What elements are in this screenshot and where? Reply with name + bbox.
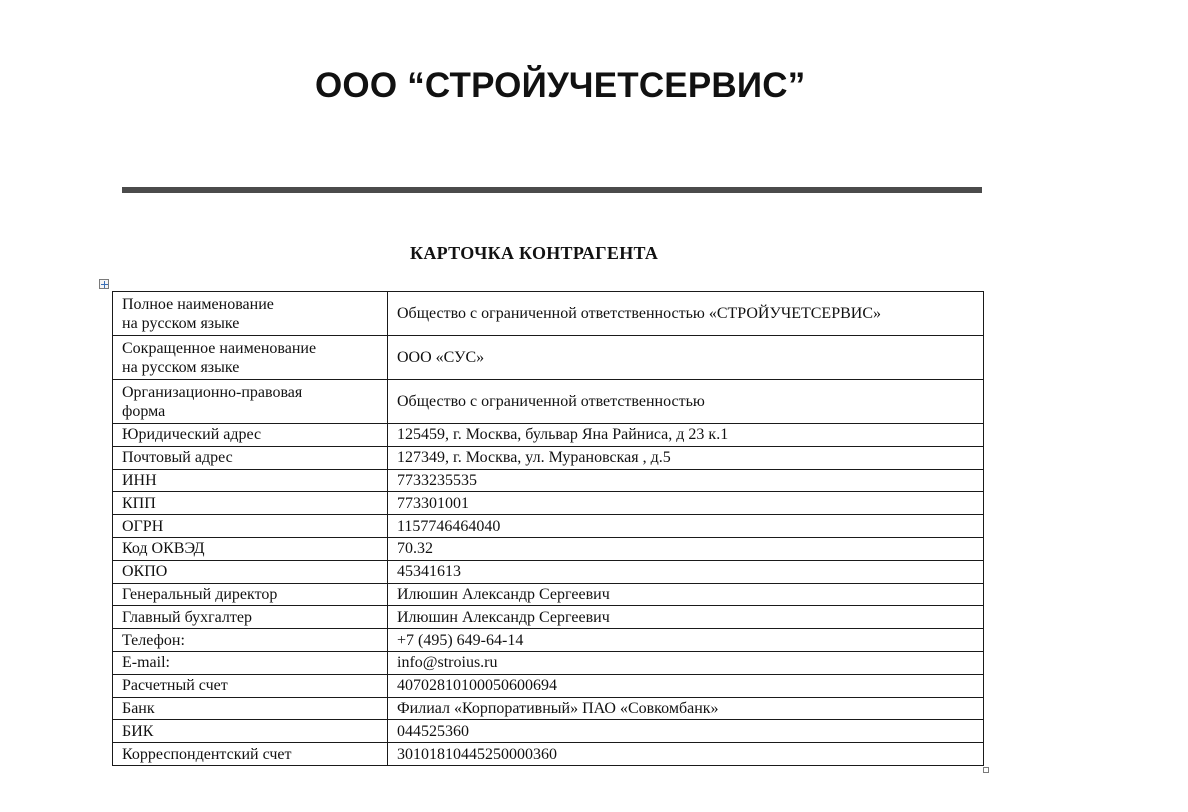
row-value: Общество с ограниченной ответственностью «СТРОЙУЧЕТСЕРВИС» xyxy=(388,292,984,336)
table-row xyxy=(113,651,984,674)
row-label-line: на русском языке xyxy=(122,314,240,332)
company-name: ООО “СТРОЙУЧЕТСЕРВИС” xyxy=(315,66,806,105)
row-label: Главный бухгалтер xyxy=(113,606,388,629)
row-label: Расчетный счет xyxy=(113,674,388,697)
table-row xyxy=(113,336,984,380)
row-value: 127349, г. Москва, ул. Мурановская , д.5 xyxy=(388,446,984,469)
row-label: ОГРН xyxy=(113,515,388,538)
row-value: 044525360 xyxy=(388,720,984,743)
row-label: БИК xyxy=(113,720,388,743)
row-value: 30101810445250000360 xyxy=(388,743,984,766)
counterparty-table xyxy=(112,291,984,766)
table-row xyxy=(113,629,984,652)
table-row xyxy=(113,469,984,492)
row-value: 773301001 xyxy=(388,492,984,515)
table-row xyxy=(113,492,984,515)
table-row xyxy=(113,743,984,766)
row-value: Филиал «Корпоративный» ПАО «Совкомбанк» xyxy=(388,697,984,720)
row-label: ОКПО xyxy=(113,560,388,583)
row-value: 70.32 xyxy=(388,537,984,560)
table-move-handle-icon[interactable] xyxy=(99,279,109,289)
table-row xyxy=(113,446,984,469)
row-label xyxy=(113,336,388,380)
table-row xyxy=(113,537,984,560)
row-label-line: на русском языке xyxy=(122,358,240,376)
row-value: Илюшин Александр Сергеевич xyxy=(388,606,984,629)
table-row xyxy=(113,424,984,447)
row-value: Илюшин Александр Сергеевич xyxy=(388,583,984,606)
table-row xyxy=(113,292,984,336)
table-resize-handle-icon[interactable] xyxy=(983,767,989,773)
row-value: +7 (495) 649-64-14 xyxy=(388,629,984,652)
row-label: ИНН xyxy=(113,469,388,492)
row-label xyxy=(113,292,388,336)
row-value: 7733235535 xyxy=(388,469,984,492)
header-divider xyxy=(122,187,982,193)
row-label: Корреспондентский счет xyxy=(113,743,388,766)
row-label: E-mail: xyxy=(113,651,388,674)
table-row xyxy=(113,606,984,629)
row-label: Юридический адрес xyxy=(113,424,388,447)
row-label: Код ОКВЭД xyxy=(113,537,388,560)
table-row xyxy=(113,697,984,720)
row-value: info@stroius.ru xyxy=(388,651,984,674)
row-label: КПП xyxy=(113,492,388,515)
row-value: Общество с ограниченной ответственностью xyxy=(388,380,984,424)
row-label-line: Организационно-правовая xyxy=(122,383,303,401)
row-label: Генеральный директор xyxy=(113,583,388,606)
table-row xyxy=(113,560,984,583)
table-row xyxy=(113,674,984,697)
table-row xyxy=(113,583,984,606)
row-label: Телефон: xyxy=(113,629,388,652)
row-label-line: Полное наименование xyxy=(122,295,274,313)
row-label: Почтовый адрес xyxy=(113,446,388,469)
card-title: КАРТОЧКА КОНТРАГЕНТА xyxy=(410,243,659,263)
row-value: ООО «СУС» xyxy=(388,336,984,380)
table-row xyxy=(113,720,984,743)
row-label: Банк xyxy=(113,697,388,720)
table-row xyxy=(113,515,984,538)
table-row xyxy=(113,380,984,424)
row-label-line: форма xyxy=(122,402,166,420)
row-value: 40702810100050600694 xyxy=(388,674,984,697)
row-value: 1157746464040 xyxy=(388,515,984,538)
row-value: 125459, г. Москва, бульвар Яна Райниса, д 23 к.1 xyxy=(388,424,984,447)
row-value: 45341613 xyxy=(388,560,984,583)
row-label-line: Сокращенное наименование xyxy=(122,339,317,357)
row-label xyxy=(113,380,388,424)
